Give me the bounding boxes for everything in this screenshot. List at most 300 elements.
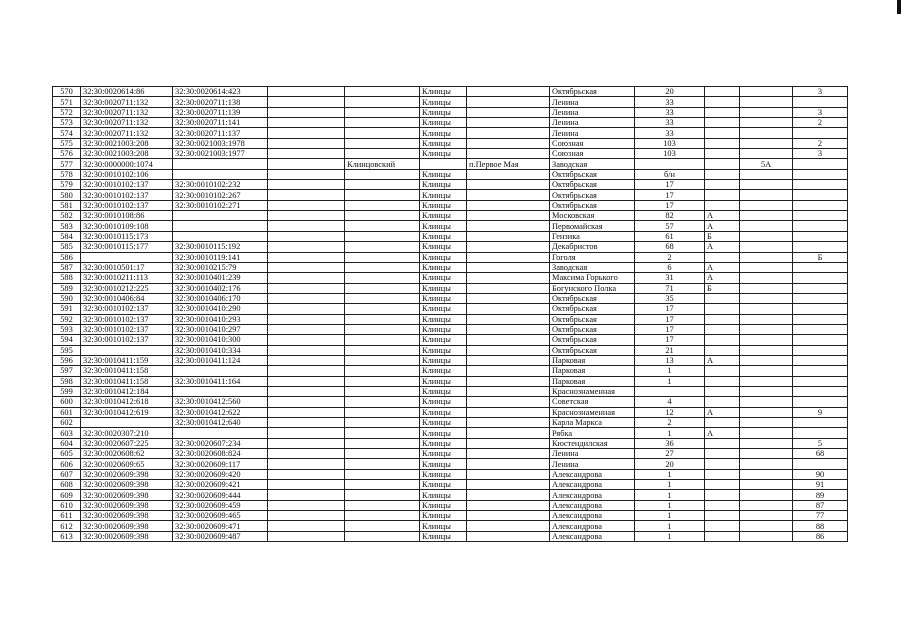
- house-number-cell: 33: [635, 97, 705, 107]
- house-number-cell: 33: [635, 118, 705, 128]
- street-cell: Гензика: [550, 231, 635, 241]
- street-cell: Ленина: [550, 118, 635, 128]
- apartment-cell: [793, 231, 848, 241]
- region-cell: [345, 200, 420, 210]
- district-cell: [268, 107, 345, 117]
- apartment-cell: [793, 169, 848, 179]
- cadastral-number-cell: 32:30:0010411:158: [81, 376, 173, 386]
- street-cell: Октябрьская: [550, 180, 635, 190]
- district-cell: [268, 149, 345, 159]
- cadastral-number-cell: 32:30:0010102:137: [81, 180, 173, 190]
- district-cell: [268, 490, 345, 500]
- row-number-cell: 600: [53, 397, 81, 407]
- city-cell: Клинцы: [420, 190, 467, 200]
- city-cell: Клинцы: [420, 211, 467, 221]
- cadastral-number-cell: [81, 418, 173, 428]
- row-number-cell: 599: [53, 386, 81, 396]
- apartment-cell: [793, 459, 848, 469]
- street-cell: Ленина: [550, 449, 635, 459]
- house-number-cell: [635, 159, 705, 169]
- letter-cell: Б: [705, 283, 740, 293]
- letter-cell: [705, 449, 740, 459]
- city-cell: Клинцы: [420, 87, 467, 97]
- building-cell: [740, 138, 793, 148]
- letter-cell: [705, 376, 740, 386]
- building-cell: [740, 128, 793, 138]
- register-table: [52, 86, 848, 542]
- apartment-cell: [793, 262, 848, 272]
- row-number-cell: 589: [53, 283, 81, 293]
- cadastral-number-cell: 32:30:0010102:137: [81, 335, 173, 345]
- apartment-cell: [793, 180, 848, 190]
- building-cell: [740, 428, 793, 438]
- street-cell: Декабристов: [550, 242, 635, 252]
- city-cell: Клинцы: [420, 252, 467, 262]
- region-cell: [345, 118, 420, 128]
- table-row: [53, 190, 848, 200]
- street-cell: Александрова: [550, 521, 635, 531]
- building-cell: [740, 418, 793, 428]
- district-cell: [268, 211, 345, 221]
- letter-cell: Б: [705, 231, 740, 241]
- cadastral-number-cell: 32:30:0010109:108: [81, 221, 173, 231]
- cadastral-number-2-cell: 32:30:0010410:300: [173, 335, 268, 345]
- settlement-cell: [467, 335, 550, 345]
- cadastral-number-2-cell: [173, 428, 268, 438]
- district-cell: [268, 366, 345, 376]
- cadastral-number-2-cell: 32:30:0020711:141: [173, 118, 268, 128]
- letter-cell: [705, 107, 740, 117]
- settlement-cell: [467, 397, 550, 407]
- letter-cell: А: [705, 273, 740, 283]
- region-cell: [345, 355, 420, 365]
- apartment-cell: 68: [793, 449, 848, 459]
- apartment-cell: [793, 273, 848, 283]
- apartment-cell: [793, 159, 848, 169]
- city-cell: Клинцы: [420, 449, 467, 459]
- cadastral-number-cell: 32:30:0010102:137: [81, 304, 173, 314]
- cadastral-number-2-cell: 32:30:0010410:290: [173, 304, 268, 314]
- building-cell: [740, 500, 793, 510]
- building-cell: [740, 314, 793, 324]
- table-row: [53, 397, 848, 407]
- cadastral-number-2-cell: 32:30:0020609:471: [173, 521, 268, 531]
- cadastral-number-cell: 32:30:0010102:137: [81, 200, 173, 210]
- street-cell: Краснознаменная: [550, 407, 635, 417]
- house-number-cell: 1: [635, 428, 705, 438]
- building-cell: [740, 252, 793, 262]
- cadastral-number-2-cell: 32:30:0020608:824: [173, 449, 268, 459]
- house-number-cell: 1: [635, 366, 705, 376]
- letter-cell: [705, 511, 740, 521]
- cadastral-number-2-cell: [173, 221, 268, 231]
- region-cell: [345, 211, 420, 221]
- cadastral-number-2-cell: 32:30:0010215:79: [173, 262, 268, 272]
- house-number-cell: [635, 386, 705, 396]
- region-cell: [345, 324, 420, 334]
- district-cell: [268, 190, 345, 200]
- table-row: [53, 500, 848, 510]
- region-cell: [345, 376, 420, 386]
- building-cell: [740, 283, 793, 293]
- apartment-cell: 5: [793, 438, 848, 448]
- row-number-cell: 598: [53, 376, 81, 386]
- building-cell: [740, 97, 793, 107]
- letter-cell: [705, 469, 740, 479]
- city-cell: Клинцы: [420, 335, 467, 345]
- apartment-cell: [793, 242, 848, 252]
- district-cell: [268, 242, 345, 252]
- house-number-cell: 20: [635, 459, 705, 469]
- city-cell: Клинцы: [420, 386, 467, 396]
- apartment-cell: [793, 335, 848, 345]
- cadastral-number-cell: 32:30:0010406:84: [81, 293, 173, 303]
- letter-cell: [705, 521, 740, 531]
- city-cell: Клинцы: [420, 262, 467, 272]
- city-cell: Клинцы: [420, 283, 467, 293]
- district-cell: [268, 87, 345, 97]
- region-cell: [345, 138, 420, 148]
- building-cell: [740, 200, 793, 210]
- house-number-cell: 71: [635, 283, 705, 293]
- settlement-cell: [467, 407, 550, 417]
- house-number-cell: 1: [635, 521, 705, 531]
- region-cell: [345, 314, 420, 324]
- building-cell: [740, 169, 793, 179]
- city-cell: Клинцы: [420, 480, 467, 490]
- row-number-cell: 579: [53, 180, 81, 190]
- table-row: [53, 304, 848, 314]
- region-cell: [345, 366, 420, 376]
- cadastral-number-2-cell: 32:30:0020609:487: [173, 531, 268, 541]
- cadastral-number-cell: 32:30:0010108:86: [81, 211, 173, 221]
- district-cell: [268, 459, 345, 469]
- table-row: [53, 418, 848, 428]
- building-cell: [740, 407, 793, 417]
- apartment-cell: 91: [793, 480, 848, 490]
- row-number-cell: 595: [53, 345, 81, 355]
- cadastral-number-2-cell: 32:30:0021003:1977: [173, 149, 268, 159]
- letter-cell: [705, 190, 740, 200]
- row-number-cell: 594: [53, 335, 81, 345]
- district-cell: [268, 97, 345, 107]
- apartment-cell: [793, 200, 848, 210]
- city-cell: Клинцы: [420, 418, 467, 428]
- apartment-cell: 86: [793, 531, 848, 541]
- letter-cell: А: [705, 428, 740, 438]
- table-row: [53, 118, 848, 128]
- district-cell: [268, 521, 345, 531]
- cadastral-number-2-cell: [173, 366, 268, 376]
- row-number-cell: 581: [53, 200, 81, 210]
- settlement-cell: [467, 190, 550, 200]
- settlement-cell: [467, 324, 550, 334]
- street-cell: Александрова: [550, 531, 635, 541]
- city-cell: Клинцы: [420, 366, 467, 376]
- settlement-cell: [467, 180, 550, 190]
- region-cell: [345, 128, 420, 138]
- house-number-cell: 36: [635, 438, 705, 448]
- apartment-cell: 88: [793, 521, 848, 531]
- table-row: [53, 128, 848, 138]
- apartment-cell: [793, 418, 848, 428]
- row-number-cell: 607: [53, 469, 81, 479]
- city-cell: Клинцы: [420, 231, 467, 241]
- cadastral-number-cell: 32:30:0010115:177: [81, 242, 173, 252]
- settlement-cell: [467, 418, 550, 428]
- house-number-cell: 1: [635, 511, 705, 521]
- letter-cell: [705, 169, 740, 179]
- letter-cell: [705, 531, 740, 541]
- letter-cell: [705, 118, 740, 128]
- building-cell: [740, 324, 793, 334]
- settlement-cell: [467, 386, 550, 396]
- settlement-cell: [467, 283, 550, 293]
- street-cell: Октябрьская: [550, 345, 635, 355]
- city-cell: Клинцы: [420, 169, 467, 179]
- letter-cell: [705, 335, 740, 345]
- house-number-cell: 17: [635, 190, 705, 200]
- building-cell: [740, 449, 793, 459]
- cadastral-number-2-cell: 32:30:0021003:1978: [173, 138, 268, 148]
- table-row: [53, 355, 848, 365]
- row-number-cell: 580: [53, 190, 81, 200]
- table-row: [53, 169, 848, 179]
- letter-cell: [705, 304, 740, 314]
- table-row: [53, 211, 848, 221]
- building-cell: [740, 273, 793, 283]
- row-number-cell: 582: [53, 211, 81, 221]
- building-cell: [740, 211, 793, 221]
- settlement-cell: [467, 211, 550, 221]
- region-cell: [345, 97, 420, 107]
- building-cell: [740, 355, 793, 365]
- apartment-cell: Б: [793, 252, 848, 262]
- region-cell: [345, 335, 420, 345]
- house-number-cell: 17: [635, 180, 705, 190]
- cadastral-number-cell: 32:30:0020609:398: [81, 521, 173, 531]
- street-cell: Ленина: [550, 97, 635, 107]
- cadastral-number-2-cell: 32:30:0010102:267: [173, 190, 268, 200]
- scan-edge-mark: [897, 0, 901, 14]
- letter-cell: А: [705, 355, 740, 365]
- region-cell: [345, 500, 420, 510]
- street-cell: Богунского Полка: [550, 283, 635, 293]
- city-cell: Клинцы: [420, 221, 467, 231]
- cadastral-number-cell: 32:30:0020711:132: [81, 107, 173, 117]
- district-cell: [268, 438, 345, 448]
- row-number-cell: 591: [53, 304, 81, 314]
- city-cell: Клинцы: [420, 128, 467, 138]
- row-number-cell: 601: [53, 407, 81, 417]
- apartment-cell: [793, 345, 848, 355]
- district-cell: [268, 262, 345, 272]
- row-number-cell: 575: [53, 138, 81, 148]
- table-row: [53, 149, 848, 159]
- cadastral-number-2-cell: 32:30:0020711:138: [173, 97, 268, 107]
- row-number-cell: 606: [53, 459, 81, 469]
- building-cell: [740, 242, 793, 252]
- cadastral-number-cell: 32:30:0010102:137: [81, 324, 173, 334]
- street-cell: Александрова: [550, 511, 635, 521]
- street-cell: Октябрьская: [550, 169, 635, 179]
- street-cell: Карла Маркса: [550, 418, 635, 428]
- region-cell: [345, 428, 420, 438]
- house-number-cell: 82: [635, 211, 705, 221]
- region-cell: Клинцовский: [345, 159, 420, 169]
- city-cell: Клинцы: [420, 355, 467, 365]
- cadastral-number-2-cell: 32:30:0010115:192: [173, 242, 268, 252]
- house-number-cell: 1: [635, 490, 705, 500]
- house-number-cell: 12: [635, 407, 705, 417]
- settlement-cell: [467, 355, 550, 365]
- region-cell: [345, 293, 420, 303]
- district-cell: [268, 118, 345, 128]
- settlement-cell: [467, 480, 550, 490]
- region-cell: [345, 480, 420, 490]
- region-cell: [345, 190, 420, 200]
- building-cell: [740, 521, 793, 531]
- district-cell: [268, 304, 345, 314]
- street-cell: Максима Горького: [550, 273, 635, 283]
- street-cell: Рябка: [550, 428, 635, 438]
- street-cell: Октябрьская: [550, 304, 635, 314]
- building-cell: [740, 180, 793, 190]
- house-number-cell: 31: [635, 273, 705, 283]
- letter-cell: [705, 345, 740, 355]
- street-cell: Первомайская: [550, 221, 635, 231]
- cadastral-number-2-cell: 32:30:0010102:232: [173, 180, 268, 190]
- table-row: [53, 511, 848, 521]
- row-number-cell: 573: [53, 118, 81, 128]
- street-cell: Советская: [550, 397, 635, 407]
- table-row: [53, 97, 848, 107]
- cadastral-number-2-cell: [173, 211, 268, 221]
- letter-cell: [705, 159, 740, 169]
- cadastral-number-2-cell: 32:30:0010412:640: [173, 418, 268, 428]
- cadastral-number-2-cell: 32:30:0020609:420: [173, 469, 268, 479]
- table-row: [53, 459, 848, 469]
- street-cell: Кюстендилская: [550, 438, 635, 448]
- letter-cell: [705, 252, 740, 262]
- cadastral-number-cell: 32:30:0010102:137: [81, 190, 173, 200]
- region-cell: [345, 469, 420, 479]
- building-cell: [740, 262, 793, 272]
- city-cell: Клинцы: [420, 180, 467, 190]
- settlement-cell: [467, 366, 550, 376]
- cadastral-number-2-cell: 32:30:0010412:622: [173, 407, 268, 417]
- apartment-cell: [793, 386, 848, 396]
- district-cell: [268, 397, 345, 407]
- district-cell: [268, 449, 345, 459]
- row-number-cell: 586: [53, 252, 81, 262]
- city-cell: Клинцы: [420, 314, 467, 324]
- cadastral-number-cell: 32:30:0010501:17: [81, 262, 173, 272]
- table-row: [53, 252, 848, 262]
- building-cell: [740, 438, 793, 448]
- cadastral-number-cell: 32:30:0010212:225: [81, 283, 173, 293]
- settlement-cell: [467, 107, 550, 117]
- house-number-cell: 68: [635, 242, 705, 252]
- street-cell: Ленина: [550, 128, 635, 138]
- settlement-cell: [467, 511, 550, 521]
- city-cell: Клинцы: [420, 397, 467, 407]
- building-cell: [740, 190, 793, 200]
- table-row: [53, 159, 848, 169]
- building-cell: [740, 531, 793, 541]
- row-number-cell: 578: [53, 169, 81, 179]
- settlement-cell: [467, 262, 550, 272]
- region-cell: [345, 386, 420, 396]
- settlement-cell: [467, 490, 550, 500]
- row-number-cell: 590: [53, 293, 81, 303]
- settlement-cell: [467, 273, 550, 283]
- apartment-cell: [793, 221, 848, 231]
- region-cell: [345, 252, 420, 262]
- street-cell: Парковая: [550, 366, 635, 376]
- city-cell: [420, 159, 467, 169]
- building-cell: [740, 490, 793, 500]
- cadastral-number-cell: 32:30:0020307:210: [81, 428, 173, 438]
- region-cell: [345, 262, 420, 272]
- apartment-cell: 9: [793, 407, 848, 417]
- letter-cell: [705, 180, 740, 190]
- row-number-cell: 602: [53, 418, 81, 428]
- apartment-cell: 3: [793, 87, 848, 97]
- building-cell: [740, 149, 793, 159]
- cadastral-number-cell: 32:30:0010102:137: [81, 314, 173, 324]
- letter-cell: [705, 324, 740, 334]
- letter-cell: [705, 97, 740, 107]
- city-cell: Клинцы: [420, 97, 467, 107]
- house-number-cell: 33: [635, 128, 705, 138]
- cadastral-number-cell: 32:30:0010115:173: [81, 231, 173, 241]
- apartment-cell: [793, 324, 848, 334]
- row-number-cell: 577: [53, 159, 81, 169]
- district-cell: [268, 169, 345, 179]
- cadastral-number-2-cell: 32:30:0010410:297: [173, 324, 268, 334]
- apartment-cell: [793, 293, 848, 303]
- region-cell: [345, 418, 420, 428]
- city-cell: Клинцы: [420, 273, 467, 283]
- letter-cell: [705, 200, 740, 210]
- district-cell: [268, 138, 345, 148]
- settlement-cell: [467, 469, 550, 479]
- row-number-cell: 596: [53, 355, 81, 365]
- settlement-cell: [467, 293, 550, 303]
- cadastral-number-cell: 32:30:0010412:619: [81, 407, 173, 417]
- row-number-cell: 572: [53, 107, 81, 117]
- street-cell: Заводская: [550, 159, 635, 169]
- apartment-cell: 2: [793, 138, 848, 148]
- city-cell: Клинцы: [420, 376, 467, 386]
- city-cell: Клинцы: [420, 345, 467, 355]
- cadastral-number-2-cell: 32:30:0020711:139: [173, 107, 268, 117]
- settlement-cell: [467, 521, 550, 531]
- city-cell: Клинцы: [420, 304, 467, 314]
- cadastral-number-2-cell: 32:30:0020609:117: [173, 459, 268, 469]
- street-cell: Парковая: [550, 355, 635, 365]
- table-row: [53, 376, 848, 386]
- table-row: [53, 490, 848, 500]
- city-cell: Клинцы: [420, 324, 467, 334]
- table-row: [53, 521, 848, 531]
- letter-cell: А: [705, 407, 740, 417]
- letter-cell: [705, 459, 740, 469]
- apartment-cell: [793, 366, 848, 376]
- district-cell: [268, 324, 345, 334]
- apartment-cell: 2: [793, 118, 848, 128]
